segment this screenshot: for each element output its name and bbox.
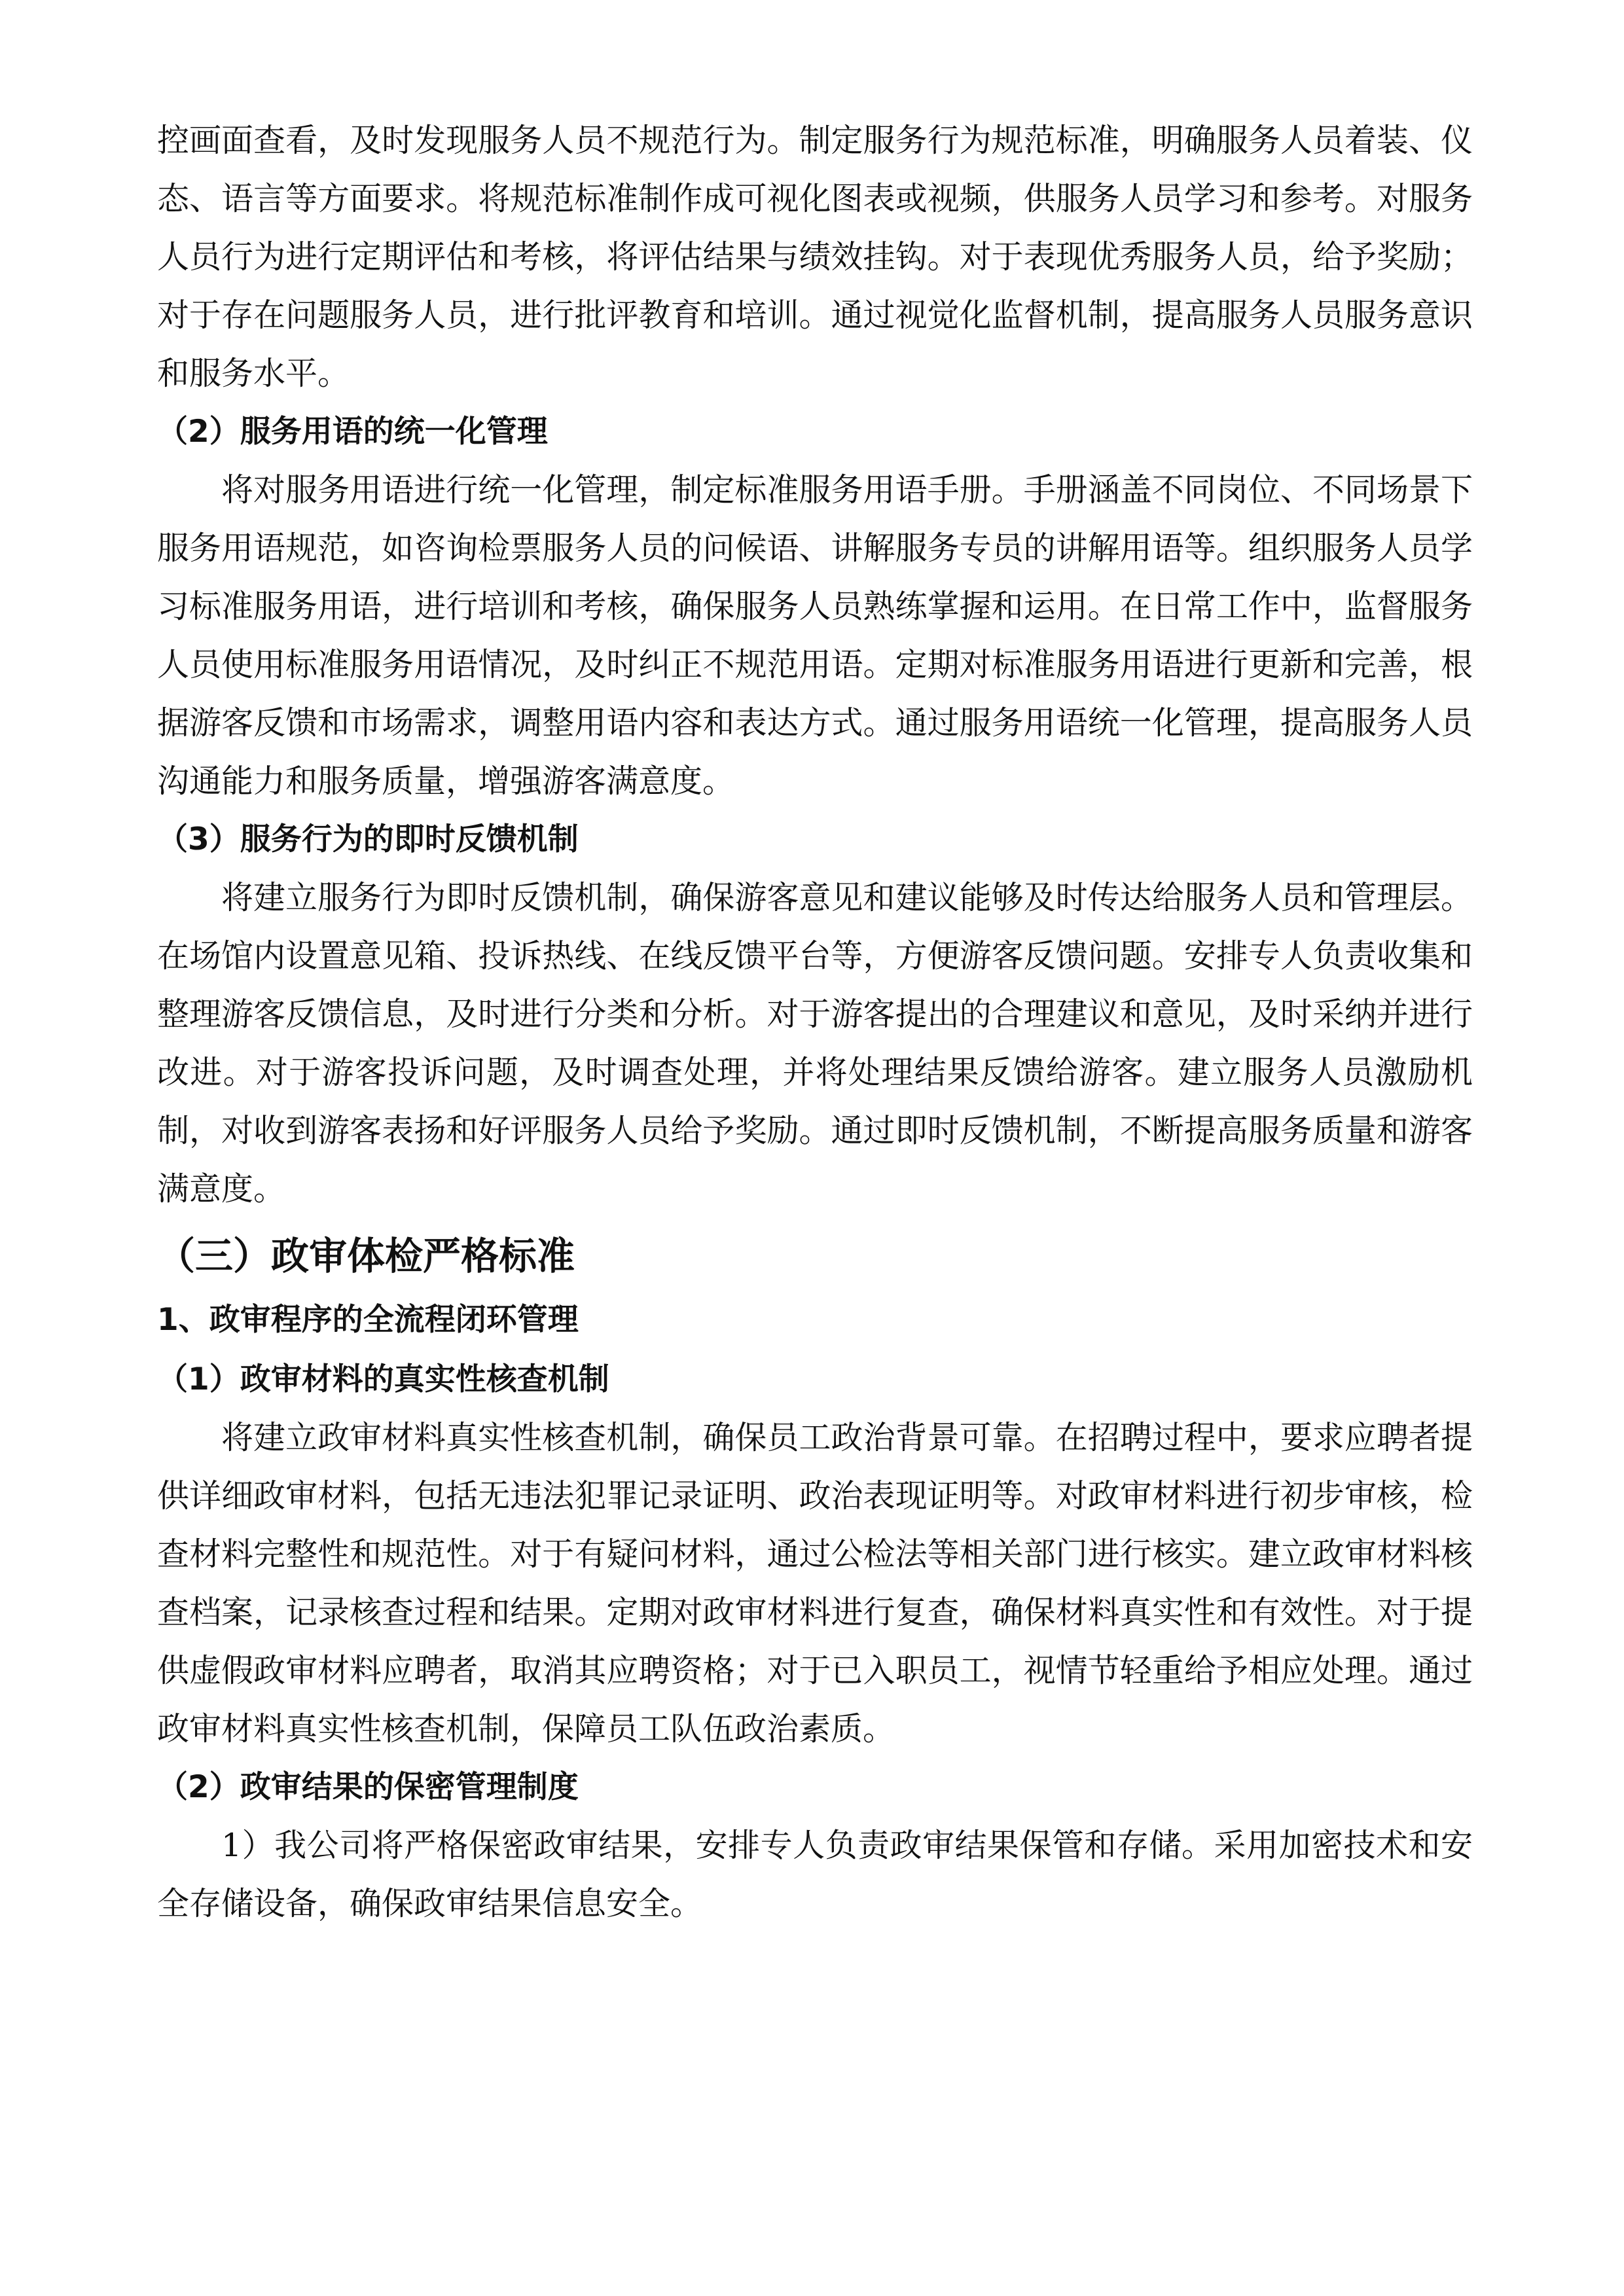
paragraph-service-language-management: 将对服务用语进行统一化管理，制定标准服务用语手册。手册涵盖不同岗位、不同场景下服务用语规范，如咨询检票服务人员的问候语、讲解服务专员的讲解用语等。组织服务人员学习标准服务用语，进行培训和考核，确保服务人员熟练掌握和运用。在日常工作中，监督服务人员使用标准服务用语情况，及时纠正不规范用语。定期对标准服务用语进行更新和完善，根据游客反馈和市场需求，调整用语内容和表达方式。通过服务用语统一化管理，提高服务人员沟通能力和服务质量，增强游客满意度。 <box>157 471 1473 800</box>
heading-material-verification: （1）政审材料的真实性核查机制 <box>157 1361 609 1397</box>
heading-result-confidentiality: （2）政审结果的保密管理制度 <box>157 1769 579 1805</box>
paragraph-material-verification: 将建立政审材料真实性核查机制，确保员工政治背景可靠。在招聘过程中，要求应聘者提供详细政审材料，包括无违法犯罪记录证明、政治表现证明等。对政审材料进行初步审核，检查材料完整性和规范性。对于有疑问材料，通过公检法等相关部门进行核实。建立政审材料核查档案，记录核查过程和结果。定期对政审材料进行复查，确保材料真实性和有效性。对于提供虚假政审材料应聘者，取消其应聘资格；对于已入职员工，视情节轻重给予相应处理。通过政审材料真实性核查机制，保障员工队伍政治素质。 <box>157 1419 1473 1748</box>
document-page <box>157 111 1473 1933</box>
paragraph-result-confidentiality: 1）我公司将严格保密政审结果，安排专人负责政审结果保管和存储。采用加密技术和安全存储设备，确保政审结果信息安全。 <box>157 1827 1473 1922</box>
paragraph-instant-feedback-mechanism: 将建立服务行为即时反馈机制，确保游客意见和建议能够及时传达给服务人员和管理层。在场馆内设置意见箱、投诉热线、在线反馈平台等，方便游客反馈问题。安排专人负责收集和整理游客反馈信息，及时进行分类和分析。对于游客提出的合理建议和意见，及时采纳并进行改进。对于游客投诉问题，及时调查处理，并将处理结果反馈给游客。建立服务人员激励机制，对收到游客表扬和好评服务人员给予奖励。通过即时反馈机制，不断提高服务质量和游客满意度。 <box>157 879 1473 1208</box>
heading-service-language-management: （2）服务用语的统一化管理 <box>157 414 548 450</box>
paragraph-visual-supervision-continued: 控画面查看，及时发现服务人员不规范行为。制定服务行为规范标准，明确服务人员着装、仪态、语言等方面要求。将规范标准制作成可视化图表或视频，供服务人员学习和参考。对服务人员行为进行定期评估和考核，将评估结果与绩效挂钩。对于表现优秀服务人员，给予奖励；对于存在问题服务人员，进行批评教育和培训。通过视觉化监督机制，提高服务人员服务意识和服务水平。 <box>157 122 1473 392</box>
section-title-political-review: （三）政审体检严格标准 <box>157 1234 575 1278</box>
subsection-title-closed-loop-review: 1、政审程序的全流程闭环管理 <box>157 1302 579 1338</box>
heading-instant-feedback-mechanism: （3）服务行为的即时反馈机制 <box>157 821 579 857</box>
